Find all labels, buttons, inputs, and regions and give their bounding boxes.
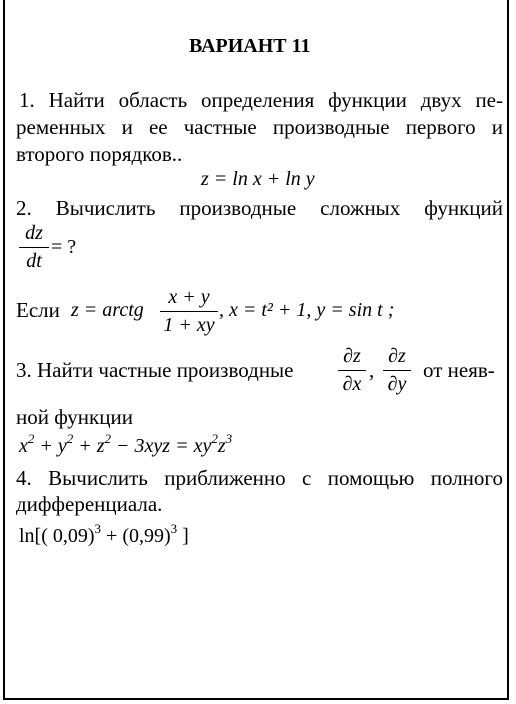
fraction-numerator: ∂z [343,345,361,367]
page-title: ВАРИАНТ 11 [189,35,311,57]
task2-line1: 2. Вычислить производные сложных функций [16,196,503,220]
task3-partial-x [338,345,366,395]
fraction-numerator: dz [25,222,43,244]
task3-line1b: от неяв- [423,358,495,382]
task1-formula: z = ln x + ln y [201,168,315,190]
fraction-denominator: ∂x [342,373,362,395]
task3-partial-y [383,345,411,395]
task4-expression: ln[( $0,09)^3 + (0,99)^3$ ] [19,521,189,547]
task3-line1a: 3. Найти частные производные [16,358,294,382]
task1-line3: второго порядков.. [16,142,183,166]
task1-line1: 1. Найти область определения функции двух пе- [19,88,503,112]
fraction-denominator: dt [26,250,42,272]
task2-fraction-dz-dt [19,222,49,272]
fraction-denominator: ∂y [387,373,407,395]
fraction-numerator: ∂z [388,345,406,367]
task1-line2: ременных и ее частные производные первого и [16,115,503,139]
fraction-denominator: 1 + xy [163,314,215,336]
fraction-numerator: x + y [168,286,210,308]
task2-z-eq: z = arctg [71,299,144,321]
task2-arctg-fraction [160,286,218,336]
variant-card [3,0,509,700]
task2-rest: , x = t² + 1, y = sin t ; [219,299,395,321]
task4-line2: дифференциала. [16,492,163,516]
task4-line1: 4. Вычислить приближенно с помощью полного [16,466,503,490]
task2-question: = ? [51,236,77,258]
task2-if-word: Если [16,298,60,322]
task3-comma: , [369,358,375,382]
task3-line2: ной функции [16,405,133,429]
task3-equation: $x^2 + y^2 + z^2 - 3xyz = xy^2z^3$ [19,431,233,457]
